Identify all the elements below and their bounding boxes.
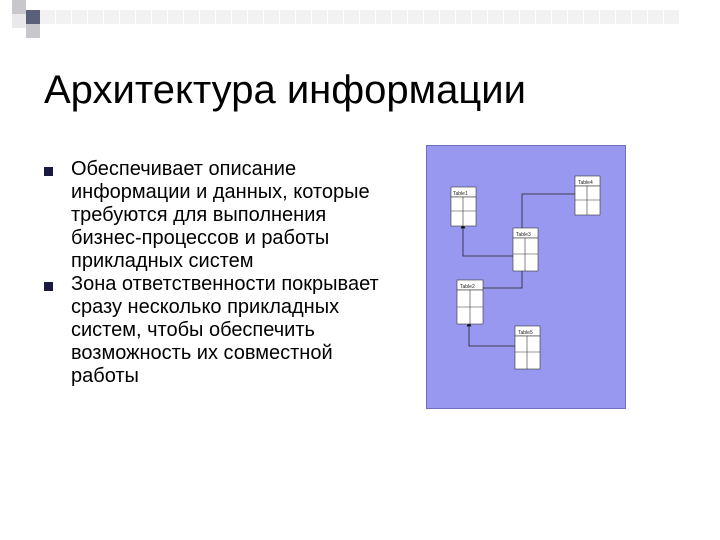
connector-line [463,226,513,256]
bullet-list [44,158,394,388]
bullet-item [44,158,394,273]
table-relationship-diagram [426,145,626,409]
deco-square [12,14,26,28]
table-label: Table2 [460,284,475,290]
deco-square [26,10,40,24]
table-entity [575,176,600,215]
bullet-item [44,273,394,388]
table-label: Table1 [453,191,468,197]
header-decoration [0,0,720,42]
deco-square [12,0,26,14]
bullet-text: Обеспечивает описание информации и данных, которые требуются для выполнения бизнес-процессов и работы прикладных систем [71,158,370,272]
deco-strip [40,10,680,24]
slide-title: Архитектура информации [44,68,526,112]
table-entity [451,187,476,226]
table-entity [513,228,538,271]
table-entity [457,280,483,324]
table-label: Table5 [518,330,533,336]
deco-square [26,24,40,38]
square-bullet-icon [44,282,53,291]
square-bullet-icon [44,167,53,176]
connector-line [469,324,515,346]
table-label: Table4 [578,180,593,186]
connector-line [522,194,575,228]
table-label: Table3 [516,232,531,238]
diagram-canvas [427,146,625,408]
bullet-text: Зона ответственности покрывает сразу несколько прикладных систем, чтобы обеспечить возможность их совместной работы [71,273,379,387]
table-entity [515,326,540,369]
connector-line [483,271,522,288]
